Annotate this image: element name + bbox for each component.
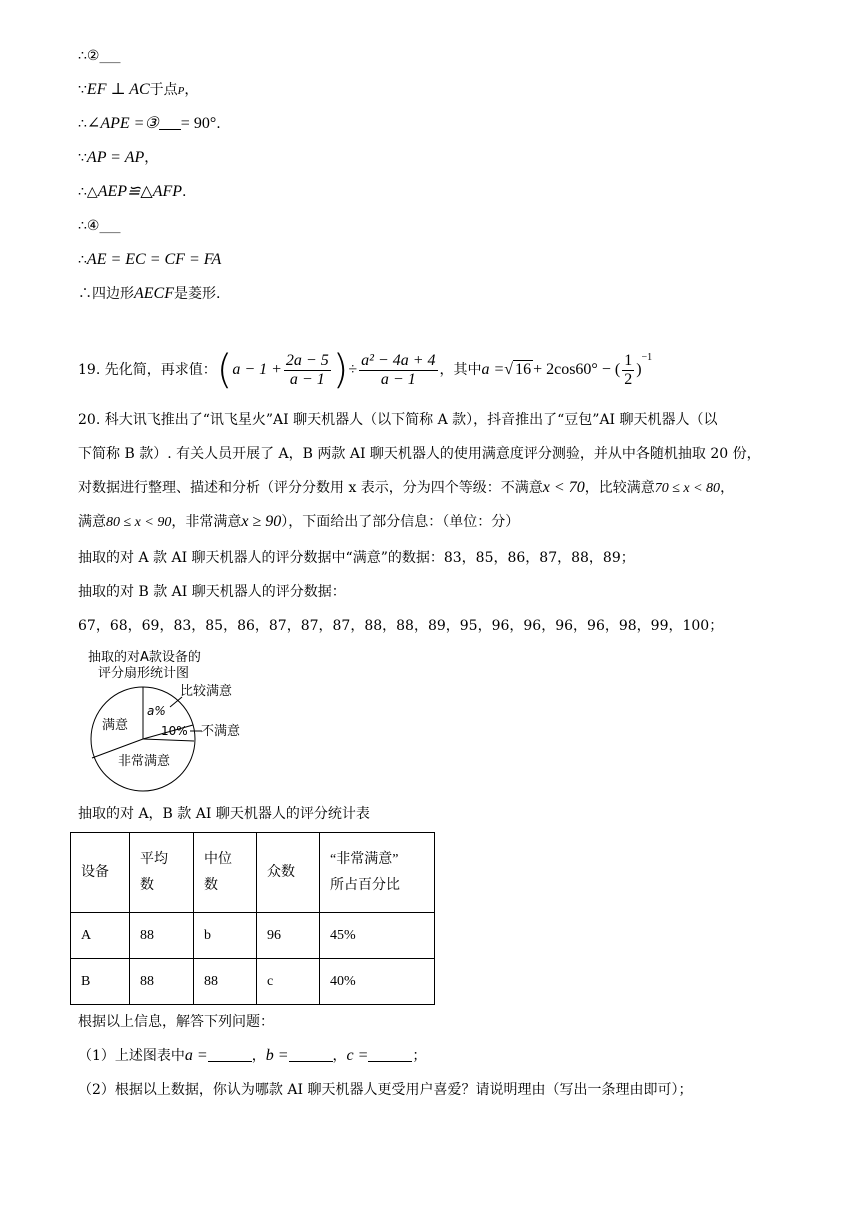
half-denominator: 2	[624, 370, 633, 388]
q20-paragraph-3	[78, 478, 734, 499]
because-symbol: ∵	[78, 82, 87, 98]
a-data-text: 抽取的对 A 款 AI 聊天机器人的评分数据中“满意”的数据：83，85，86，87，88，89；	[78, 550, 635, 566]
proof-line-8-pre: ∴四边形	[78, 286, 134, 302]
q19-label: 19. 先化简，再求值：	[78, 362, 217, 378]
blank-3[interactable]	[159, 115, 181, 130]
pie-label-10-percent: 10%	[161, 724, 188, 738]
proof-line-4-end: ，	[144, 150, 159, 166]
q19-cos-term: + 2cos60° − (	[533, 361, 621, 378]
b-data-line	[78, 616, 723, 636]
q20-p4-b: ，非常满意	[171, 514, 242, 530]
b-data-values: 67，68，69，83，85，86，87，87，87，88，88，89，95，96，96，96，96，98，99，100；	[78, 618, 724, 634]
q19-f2-numerator: a² − 4a + 4	[361, 351, 436, 369]
pie-label-a-percent: a%	[147, 704, 166, 718]
q20-p3-a: 对数据进行整理、描述和分析（评分分数用 x 表示，分为四个等级：不满意	[78, 480, 543, 496]
q20-p3-b: ，比较满意	[584, 480, 655, 496]
sub1-a-eq: a =	[184, 1047, 208, 1064]
sub1-end: ；	[412, 1048, 427, 1064]
header-device	[71, 833, 130, 913]
therefore-triangle: ∴△	[78, 184, 98, 200]
q19-fraction-2	[359, 352, 437, 389]
answer-blank-c[interactable]	[368, 1047, 412, 1062]
pie-label-unsatisfied: 不满意	[201, 724, 241, 739]
proof-line-7	[78, 250, 221, 270]
after-table-text: 根据以上信息，解答下列问题：	[78, 1014, 274, 1030]
proof-line-6-text: ∴④___	[78, 218, 121, 234]
cell-a-pct: 45%	[320, 913, 435, 959]
table-header-row	[71, 833, 435, 913]
cell-b-pct: 40%	[320, 959, 435, 1005]
sides-equal-statement: AE = EC = CF = FA	[86, 251, 222, 268]
division-sign: ÷	[348, 361, 358, 378]
header-mode	[257, 833, 320, 913]
b-data-label-line	[78, 582, 346, 602]
sub-question-2	[78, 1080, 692, 1100]
answer-blank-a[interactable]	[208, 1047, 252, 1062]
sub-question-1	[78, 1046, 426, 1066]
q20-paragraph-2	[78, 444, 761, 464]
cell-a-median: b	[194, 913, 257, 959]
cell-a-mode: 96	[257, 913, 320, 959]
b-data-label: 抽取的对 B 款 AI 聊天机器人的评分数据：	[78, 584, 346, 600]
sqrt-value: 16	[515, 361, 532, 378]
proof-line-8-post: 是菱形.	[174, 286, 221, 302]
proof-line-3	[78, 114, 221, 134]
cell-b-average: 88	[130, 959, 194, 1005]
left-paren: (	[216, 347, 233, 393]
proof-line-5-end: .	[182, 184, 187, 200]
cell-a-average: 88	[130, 913, 194, 959]
ap-equals-ap: AP = AP	[86, 149, 145, 166]
q20-p1: 20. 科大讯飞推出了“讯飞星火”AI 聊天机器人（以下简称 A 款），抖音推出了“豆包”AI 聊天机器人（以	[78, 412, 718, 428]
sub1-prefix: （1）上述图表中	[78, 1048, 185, 1064]
q19-f1-denominator: a − 1	[289, 370, 325, 388]
angle-ape-statement: ∠APE =③	[86, 115, 159, 132]
header-pct-l2: 所占百分比	[330, 877, 400, 893]
congruence-statement: AEP≌△AFP	[97, 183, 183, 200]
q19-f1-numerator: 2a − 5	[285, 351, 329, 369]
table-title	[78, 804, 370, 824]
pie-label-very-satisfied: 非常满意	[118, 754, 171, 769]
half-numerator: 1	[624, 351, 633, 369]
header-average-l1: 平均	[140, 851, 168, 867]
table-row-a	[71, 913, 435, 959]
sub1-c-eq: c =	[346, 1047, 369, 1064]
proof-line-8	[78, 284, 220, 304]
proof-line-1	[78, 46, 120, 66]
header-median	[194, 833, 257, 913]
proof-line-2-text: 于点	[149, 82, 178, 98]
quadrilateral-name: AECF	[134, 285, 174, 302]
q19-close-paren: )	[636, 361, 642, 378]
header-median-l2: 数	[204, 877, 218, 893]
because-symbol: ∵	[78, 150, 87, 166]
q20-p2: 下简称 B 款）. 有关人员开展了 A，B 两款 AI 聊天机器人的使用满意度评分测验，并从中各随机抽取 20 份，	[78, 446, 761, 462]
exponent: −1	[641, 352, 653, 363]
ninety-degrees: = 90°	[180, 115, 217, 132]
therefore-symbol: ∴	[78, 116, 87, 132]
pie-label-compare: 比较满意	[180, 684, 233, 699]
q19-a-minus-1: a − 1 +	[232, 361, 282, 378]
proof-line-3-end: .	[216, 116, 221, 132]
pie-title-line-1: 抽取的对A款设备的	[88, 650, 201, 665]
answer-blank-b[interactable]	[289, 1047, 333, 1062]
header-average	[130, 833, 194, 913]
unsatisfied-range: x < 70	[542, 479, 585, 496]
sqrt-sign: √	[504, 361, 514, 378]
q20-p4-a: 满意	[78, 514, 106, 530]
sub1-comma-2: ，	[332, 1048, 347, 1064]
q20-p3-c: ，	[720, 480, 735, 496]
point-p: P	[177, 85, 185, 97]
proof-line-2	[78, 80, 198, 101]
right-paren: )	[332, 347, 349, 393]
question-19	[78, 338, 653, 393]
compare-range: 70 ≤ x < 80	[654, 481, 721, 496]
pie-divider-right	[143, 739, 194, 741]
sub2-text: （2）根据以上数据，你认为哪款 AI 聊天机器人更受用户喜爱？请说明理由（写出一条理由即可）；	[78, 1082, 693, 1098]
header-median-l1: 中位	[204, 851, 232, 867]
a-data-line	[78, 548, 635, 568]
q19-half	[622, 352, 634, 389]
pie-chart	[80, 645, 270, 795]
proof-line-4	[78, 148, 158, 168]
therefore-symbol: ∴	[78, 252, 87, 268]
q19-f2-denominator: a − 1	[380, 370, 416, 388]
table-row-b	[71, 959, 435, 1005]
q19-a-eq: a =	[481, 361, 505, 378]
satisfied-range: 80 ≤ x < 90	[106, 515, 172, 530]
q19-fraction-1	[284, 352, 331, 389]
q19-where: ，其中	[439, 362, 482, 378]
cell-b-device: B	[71, 959, 130, 1005]
header-mode-text: 众数	[267, 864, 295, 880]
proof-line-2-end: ，	[184, 82, 199, 98]
cell-b-mode: c	[257, 959, 320, 1005]
proof-line-6	[78, 216, 120, 236]
table-title-text: 抽取的对 A，B 款 AI 聊天机器人的评分统计表	[78, 806, 370, 822]
sub1-comma-1: ，	[251, 1048, 266, 1064]
after-table-line	[78, 1012, 274, 1032]
proof-line-1-text: ∴②___	[78, 48, 121, 64]
header-pct-l1: “非常满意”	[330, 851, 399, 867]
header-device-text: 设备	[81, 864, 109, 880]
stats-table	[70, 832, 435, 1005]
perpendicular-statement: EF ⊥ AC	[86, 81, 150, 98]
sub1-b-eq: b =	[265, 1047, 289, 1064]
q20-p4-c: ），下面给出了部分信息：（单位：分）	[281, 514, 520, 530]
q20-paragraph-1	[78, 410, 718, 430]
very-satisfied-range: x ≥ 90	[241, 513, 282, 530]
q20-paragraph-4	[78, 512, 519, 533]
cell-b-median: 88	[194, 959, 257, 1005]
pie-title-line-2: 评分扇形统计图	[98, 666, 190, 681]
pie-label-satisfied: 满意	[102, 718, 129, 733]
cell-a-device: A	[71, 913, 130, 959]
proof-line-5	[78, 182, 187, 202]
header-very-satisfied-pct	[320, 833, 435, 913]
header-average-l2: 数	[140, 877, 154, 893]
